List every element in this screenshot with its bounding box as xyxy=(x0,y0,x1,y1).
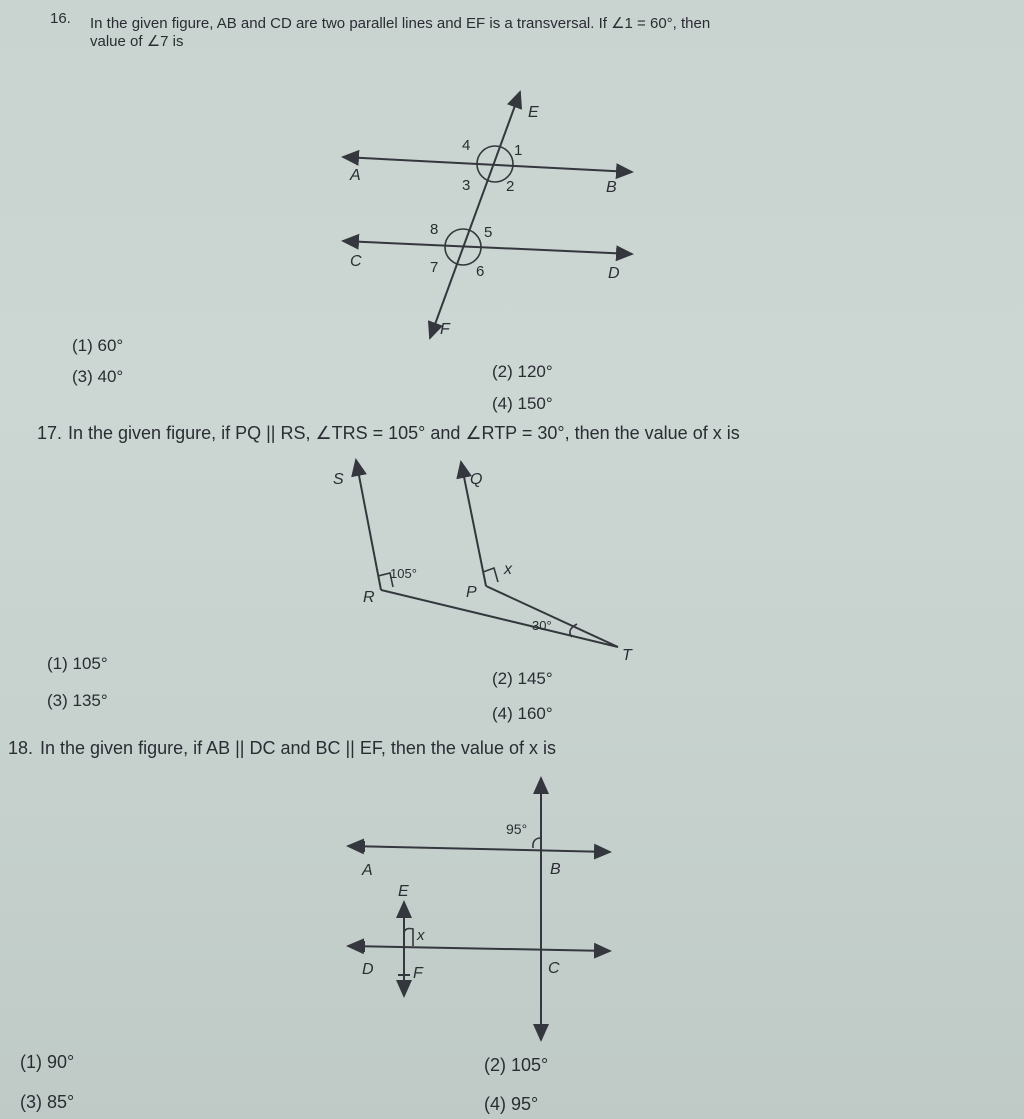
q18-option-1[interactable]: (1) 90° xyxy=(20,1052,75,1072)
q16-angle-1: 1 xyxy=(514,142,523,159)
q18-label-b: B xyxy=(550,861,561,878)
q17-text: In the given figure, if PQ || RS, ∠TRS = 105° and ∠RTP = 30°, then the value of x is xyxy=(68,423,740,443)
q18-option-4[interactable]: (4) 95° xyxy=(484,1094,539,1114)
q16-option-4[interactable]: (4) 150° xyxy=(492,394,553,413)
q16-angle-4: 4 xyxy=(462,137,471,154)
q17-option-2[interactable]: (2) 145° xyxy=(492,669,553,688)
q17-option-4[interactable]: (4) 160° xyxy=(492,704,553,723)
q18-label-d: D xyxy=(362,961,374,978)
q17-angle-30: 30° xyxy=(532,618,552,633)
q17-label-p: P xyxy=(466,584,477,601)
q18-angle-95: 95° xyxy=(506,821,528,837)
q18-arc-e xyxy=(404,929,413,947)
q18-arc-b xyxy=(533,838,541,848)
q16-text-line1: In the given figure, AB and CD are two parallel lines and EF is a transversal. If ∠1 = 60°, then xyxy=(90,15,711,32)
q18-line-ab xyxy=(348,846,610,852)
q16-angle-6: 6 xyxy=(476,263,485,280)
q18-number: 18. xyxy=(8,738,34,758)
q16-option-1[interactable]: (1) 60° xyxy=(72,336,124,355)
q17-label-r: R xyxy=(363,589,375,606)
q16-text-line2: value of ∠7 is xyxy=(90,33,184,50)
q17-number: 17. xyxy=(37,423,63,443)
q18-label-e: E xyxy=(398,883,409,900)
q16-label-b: B xyxy=(606,179,617,196)
q17-option-1[interactable]: (1) 105° xyxy=(47,654,108,673)
q18-label-x: x xyxy=(417,927,425,944)
q17-option-3[interactable]: (3) 135° xyxy=(47,691,108,710)
q16-angle-2: 2 xyxy=(506,178,515,195)
q16-option-2[interactable]: (2) 120° xyxy=(492,362,553,381)
q17-angle-105: 105° xyxy=(390,566,417,581)
q16-label-d: D xyxy=(608,265,620,282)
q16-label-e: E xyxy=(528,104,539,121)
q18-option-2[interactable]: (2) 105° xyxy=(484,1055,549,1075)
q16-angle-3: 3 xyxy=(462,177,471,194)
q18-label-c: C xyxy=(548,960,560,977)
q17-label-x: x xyxy=(504,561,512,578)
q16-label-a: A xyxy=(350,167,361,184)
q16-option-3[interactable]: (3) 40° xyxy=(72,367,124,386)
q16-angle-5: 5 xyxy=(484,224,493,241)
q16-label-c: C xyxy=(350,253,362,270)
q16-angle-8: 8 xyxy=(430,221,439,238)
q16-label-f: F xyxy=(440,321,450,338)
q18-label-f: F xyxy=(413,965,423,982)
q18-text: In the given figure, if AB || DC and BC || EF, then the value of x is xyxy=(40,738,556,758)
q17-label-s: S xyxy=(333,471,344,488)
q18-option-3[interactable]: (3) 85° xyxy=(20,1092,75,1112)
q18-line-dc xyxy=(348,946,610,951)
q17-label-t: T xyxy=(622,647,632,664)
q16-number: 16. xyxy=(50,10,71,27)
q17-label-q: Q xyxy=(470,471,483,488)
q18-label-a: A xyxy=(362,862,373,879)
q16-angle-7: 7 xyxy=(430,259,439,276)
